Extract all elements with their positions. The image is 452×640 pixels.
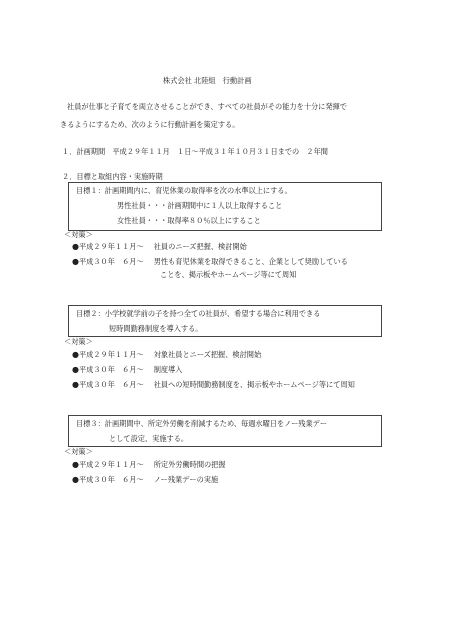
measure-date: 平成２９年１１月～	[78, 460, 144, 469]
goal-1-box	[68, 182, 382, 231]
goal-1-measures-label: ＜対策＞	[64, 230, 93, 239]
measure-date: 平成３０年 ６月～	[78, 475, 144, 484]
measure-text: 男性も育児休業を取得できること、企業として奨励している	[153, 257, 348, 266]
goal-1-line-1: 目標１：計画期間内に、育児休業の取得率を次の水準以上にする。	[76, 186, 292, 195]
bullet-icon: ●	[72, 350, 79, 359]
goal-3-line-2: として設定、実施する。	[109, 434, 189, 443]
intro-line-1: 社員が仕事と子育てを両立させることができ、すべての社員がその能力を十分に発揮で	[67, 102, 347, 111]
intro-line-2: きるようにするため、次のように行動計画を策定する。	[60, 120, 240, 129]
measure-text: 社員のニーズ把握、検討開始	[153, 242, 247, 251]
bullet-icon: ●	[72, 475, 79, 484]
goal-1-measure-2-cont: ことを、掲示板やホームページ等にて周知	[160, 270, 297, 279]
measure-text: 制度導入	[153, 365, 183, 374]
section-2-heading: ２．目標と取組内容・実施時期	[62, 172, 163, 181]
measure-text: 社員への短時間勤務制度を、掲示板やホームページ等にて周知	[153, 380, 355, 389]
section-1-plan-period: １．計画期間 平成２９年１１月 １日～平成３１年１０月３１日までの ２年間	[62, 147, 328, 156]
goal-2-box	[68, 305, 382, 337]
goal-2-measure-1	[72, 351, 261, 359]
goal-3-box	[68, 415, 382, 447]
goal-2-line-1: 目標２：小学校就学前の子を持つ全ての社員が、希望する場合に利用できる	[76, 309, 321, 318]
goal-3-measure-1	[72, 461, 226, 469]
goal-2-line-2: 短時間勤務制度を導入する。	[109, 324, 203, 333]
goal-1-line-3: 女性社員・・・取得率８０％以上にすること	[117, 216, 261, 225]
goal-1-line-2: 男性社員・・・計画期間中に１人以上取得すること	[117, 201, 283, 210]
document-title: 株式会社 北陸組 行動計画	[163, 76, 252, 85]
goal-2-measures-label: ＜対策＞	[64, 337, 93, 346]
bullet-icon: ●	[72, 460, 79, 469]
goal-1-measure-1	[72, 243, 247, 251]
goal-2-measure-3	[72, 381, 355, 389]
goal-3-measure-2	[72, 476, 218, 484]
goal-2-measure-2	[72, 366, 182, 374]
bullet-icon: ●	[72, 257, 79, 266]
measure-text: ノー残業デーの実施	[153, 475, 219, 484]
measure-date: 平成３０年 ６月～	[78, 365, 144, 374]
measure-date: 平成２９年１１月～	[78, 350, 144, 359]
measure-date: 平成３０年 ６月～	[78, 380, 144, 389]
bullet-icon: ●	[72, 380, 79, 389]
goal-1-measure-2	[72, 258, 348, 266]
goal-3-measures-label: ＜対策＞	[64, 447, 93, 456]
bullet-icon: ●	[72, 365, 79, 374]
bullet-icon: ●	[72, 242, 79, 251]
measure-date: 平成３０年 ６月～	[78, 257, 144, 266]
measure-text: 対象社員とニーズ把握、検討開始	[153, 350, 262, 359]
measure-text: 所定外労働時間の把握	[153, 460, 226, 469]
measure-date: 平成２９年１１月～	[78, 242, 144, 251]
goal-3-line-1: 目標３：計画期間中、所定外労働を削減するため、毎週水曜日をノー残業デー	[76, 419, 328, 428]
